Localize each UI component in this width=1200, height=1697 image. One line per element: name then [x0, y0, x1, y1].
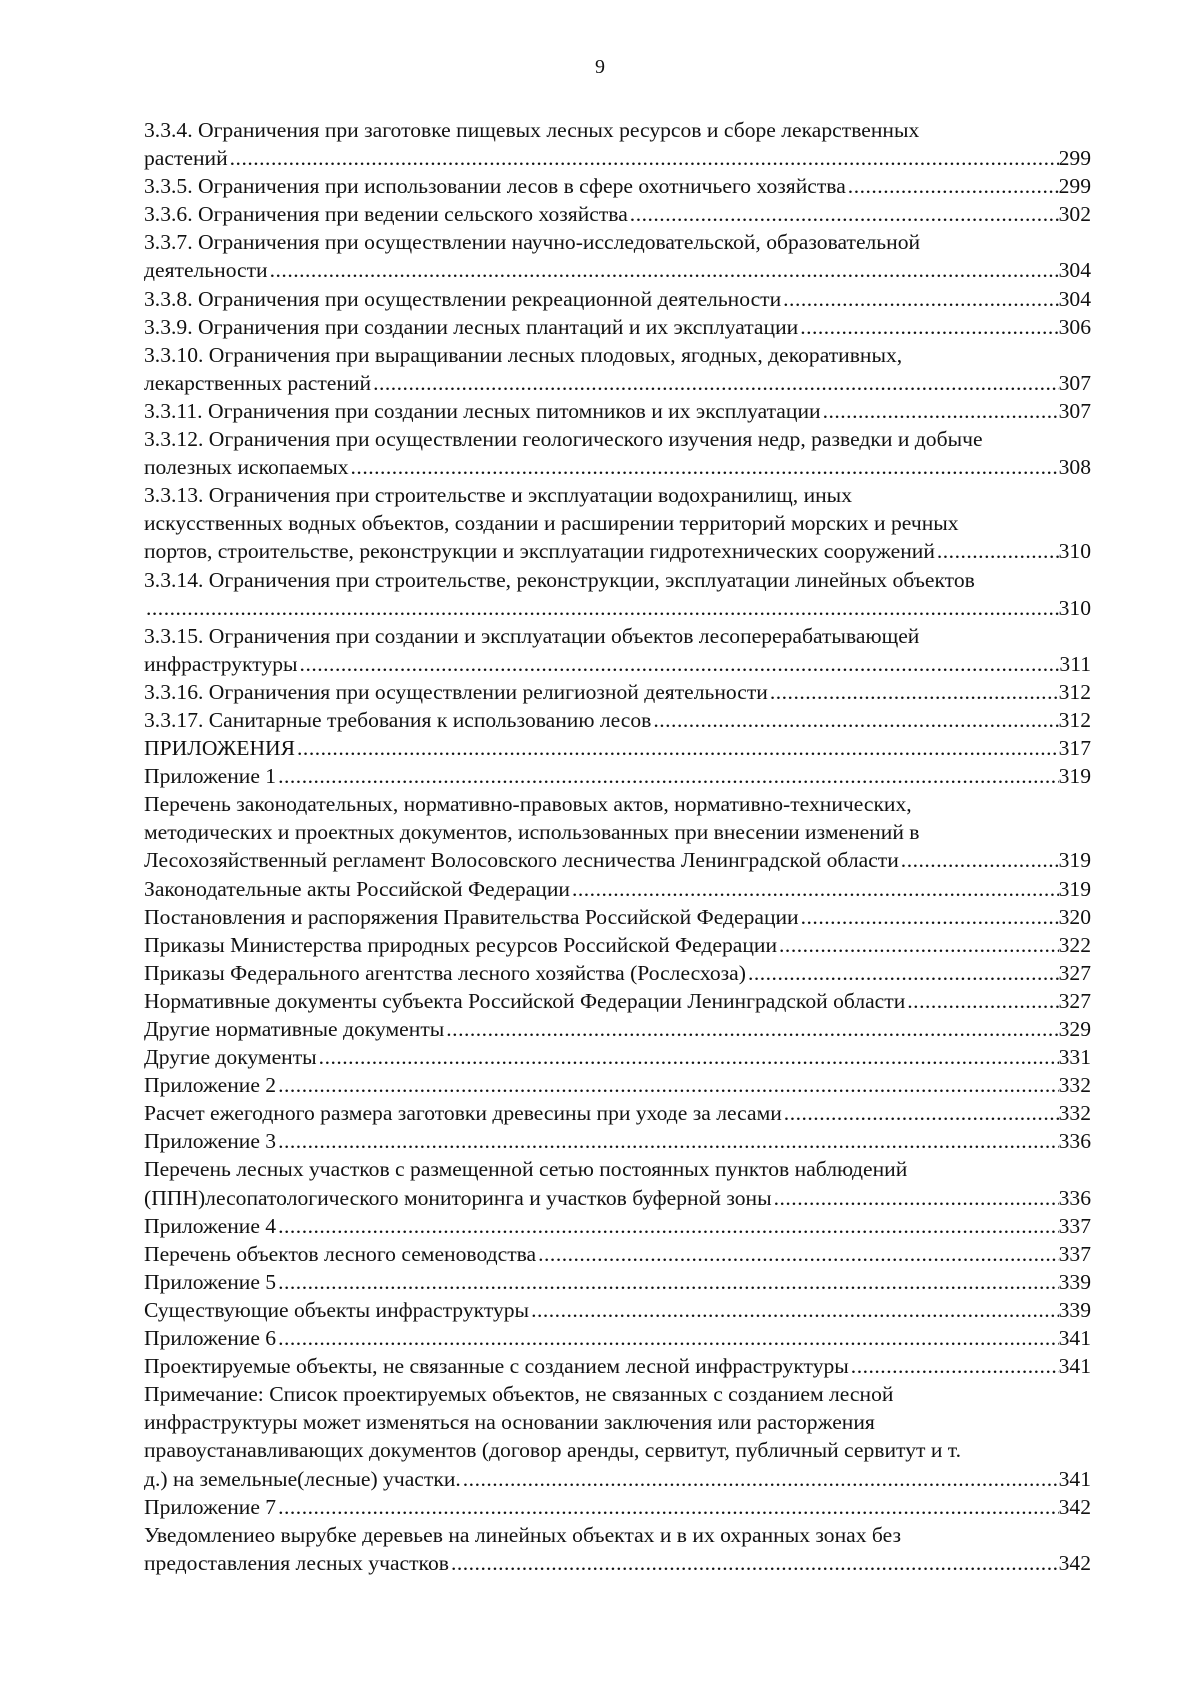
- toc-entry-title: полезных ископаемых: [144, 455, 349, 480]
- dot-leader: [935, 537, 1059, 565]
- toc-entry-page-number: 317: [1058, 736, 1091, 761]
- toc-entry-title: 3.3.11. Ограничения при создании лесных питомников и их эксплуатации: [144, 398, 821, 423]
- dot-leader: [268, 256, 1059, 284]
- toc-entry-title: 3.3.16. Ограничения при осуществлении религиозной деятельности: [144, 679, 768, 704]
- dot-leader: [276, 1212, 1059, 1240]
- toc-entry-leader-line: [144, 285, 1091, 313]
- toc-entry[interactable]: [144, 200, 1091, 228]
- dot-leader: [772, 1184, 1059, 1212]
- toc-entry-title-line: 3.3.12. Ограничения при осуществлении геологического изучения недр, разведки и добыче: [144, 427, 983, 452]
- toc-entry-leader-line: [144, 1240, 1091, 1268]
- toc-entry-page-number: 342: [1058, 1550, 1091, 1575]
- toc-entry-title-line: 3.3.4. Ограничения при заготовке пищевых лесных ресурсов и сборе лекарственных: [144, 118, 920, 142]
- toc-entry-title-line: Перечень законодательных, нормативно-правовых актов, нормативно-технических,: [144, 792, 912, 817]
- toc-entry[interactable]: [144, 481, 1091, 565]
- toc-entry[interactable]: [144, 1240, 1091, 1268]
- dot-leader: [317, 1043, 1059, 1071]
- toc-entry-leader-line: [144, 846, 1091, 874]
- toc-entry[interactable]: [144, 931, 1091, 959]
- toc-entry-leader-line: [144, 313, 1091, 341]
- toc-entry-page-number: 341: [1058, 1354, 1091, 1379]
- toc-entry-page-number: 337: [1058, 1213, 1091, 1238]
- toc-entry-page-number: 332: [1058, 1073, 1091, 1098]
- dot-leader: [276, 762, 1059, 790]
- toc-entry[interactable]: [144, 341, 1091, 397]
- dot-leader: [651, 706, 1058, 734]
- toc-entry-page-number: 322: [1058, 932, 1091, 957]
- toc-entry-title: лекарственных растений: [144, 370, 372, 395]
- dot-leader: [276, 1268, 1059, 1296]
- toc-entry-title-line: искусственных водных объектов, создании и расширении территорий морских и речных: [144, 511, 959, 536]
- dot-leader: [276, 1493, 1059, 1521]
- toc-entry-title-line: 3.3.7. Ограничения при осуществлении научно-исследовательской, образовательной: [144, 230, 921, 255]
- dot-leader: [144, 594, 1059, 622]
- toc-entry-leader-line: [144, 762, 1091, 790]
- toc-entry[interactable]: [144, 172, 1091, 200]
- toc-entry[interactable]: [144, 959, 1091, 987]
- dot-leader: [449, 1549, 1059, 1577]
- toc-entry-title: Приложение 2: [144, 1073, 277, 1098]
- toc-entry[interactable]: [144, 1127, 1091, 1155]
- toc-entry-page-number: 320: [1058, 904, 1091, 929]
- toc-entry-leader-line: [144, 678, 1091, 706]
- toc-entry-title: Приложение 7: [144, 1494, 277, 1519]
- toc-entry-page-number: 310: [1058, 595, 1091, 620]
- dot-leader: [768, 678, 1059, 706]
- toc-entry[interactable]: [144, 425, 1091, 481]
- toc-entry[interactable]: [144, 228, 1091, 284]
- toc-entry-title: 3.3.8. Ограничения при осуществлении рекреационной деятельности: [144, 286, 782, 311]
- toc-entry-title: Законодательные акты Российской Федерации: [144, 876, 570, 901]
- toc-entry-title: Нормативные документы субъекта Российской Федерации Ленинградской области: [144, 988, 906, 1013]
- toc-entry-page-number: 319: [1058, 876, 1091, 901]
- toc-entry-leader-line: [144, 172, 1091, 200]
- dot-leader: [849, 1352, 1059, 1380]
- dot-leader: [821, 397, 1059, 425]
- toc-entry-title: инфраструктуры: [144, 651, 298, 676]
- toc-entry-page-number: 306: [1058, 314, 1091, 339]
- toc-entry-leader-line: [144, 734, 1091, 762]
- toc-entry-leader-line: [144, 594, 1091, 622]
- toc-entry-title: 3.3.5. Ограничения при использовании лесов в сфере охотничьего хозяйства: [144, 174, 846, 199]
- toc-entry-title-line: 3.3.15. Ограничения при создании и эксплуатации объектов лесоперерабатывающей: [144, 623, 920, 648]
- toc-entry[interactable]: [144, 1380, 1091, 1492]
- toc-entry[interactable]: [144, 566, 1091, 622]
- toc-entry-title-line: Перечень лесных участков с размещенной сетью постоянных пунктов наблюдений: [144, 1157, 908, 1182]
- toc-entry[interactable]: [144, 622, 1091, 678]
- dot-leader: [295, 734, 1059, 762]
- toc-entry[interactable]: [144, 1352, 1091, 1380]
- toc-entry-title: (ППН)лесопатологического мониторинга и участков буферной зоны: [144, 1185, 772, 1210]
- toc-entry-leader-line: [144, 1324, 1091, 1352]
- toc-entry-title: Проектируемые объекты, не связанные с созданием лесной инфраструктуры: [144, 1354, 849, 1379]
- toc-entry-leader-line: [144, 256, 1091, 284]
- toc-entry-leader-line: [144, 1212, 1091, 1240]
- toc-entry-title: Приложение 1: [144, 764, 277, 789]
- dot-leader: [276, 1324, 1059, 1352]
- toc-entry[interactable]: [144, 1268, 1091, 1296]
- toc-entry-leader-line: [144, 200, 1091, 228]
- toc-entry-title: портов, строительстве, реконструкции и эксплуатации гидротехнических сооружений: [144, 539, 935, 564]
- toc-entry[interactable]: [144, 875, 1091, 903]
- dot-leader: [746, 959, 1059, 987]
- toc-entry-page-number: 319: [1058, 848, 1091, 873]
- toc-entry-page-number: 327: [1058, 960, 1091, 985]
- dot-leader: [799, 903, 1059, 931]
- toc-entry-title: Приложение 6: [144, 1326, 277, 1351]
- toc-entry-title: Приказы Федерального агентства лесного хозяйства (Рослесхоза): [144, 960, 746, 985]
- dot-leader: [444, 1015, 1058, 1043]
- toc-entry-page-number: 299: [1058, 146, 1091, 171]
- toc-entry-title: 3.3.17. Санитарные требования к использованию лесов: [144, 707, 652, 732]
- toc-entry[interactable]: [144, 1155, 1091, 1211]
- toc-entry-page-number: 302: [1058, 202, 1091, 227]
- page-number: 9: [595, 56, 605, 78]
- table-of-contents: [144, 116, 1091, 1577]
- dot-leader: [777, 931, 1059, 959]
- toc-entry-leader-line: [144, 1127, 1091, 1155]
- dot-leader: [276, 1071, 1059, 1099]
- toc-entry-title: ПРИЛОЖЕНИЯ: [144, 736, 296, 761]
- toc-entry-title: Приложение 3: [144, 1129, 277, 1154]
- dot-leader: [899, 846, 1059, 874]
- toc-entry[interactable]: [144, 678, 1091, 706]
- toc-entry-leader-line: [144, 537, 1091, 565]
- toc-entry[interactable]: [144, 903, 1091, 931]
- toc-entry-title: Лесохозяйственный регламент Волосовского лесничества Ленинградской области: [144, 848, 899, 873]
- toc-entry[interactable]: [144, 1212, 1091, 1240]
- toc-entry-page-number: 311: [1059, 651, 1091, 676]
- toc-entry-leader-line: [144, 397, 1091, 425]
- toc-entry-title: Существующие объекты инфраструктуры: [144, 1297, 530, 1322]
- dot-leader: [798, 313, 1058, 341]
- dot-leader: [782, 1099, 1059, 1127]
- toc-entry-page-number: 312: [1058, 707, 1091, 732]
- dot-leader: [529, 1296, 1059, 1324]
- toc-entry-leader-line: [144, 1015, 1091, 1043]
- toc-entry[interactable]: [144, 1043, 1091, 1071]
- toc-entry[interactable]: [144, 987, 1091, 1015]
- toc-entry-title: Другие документы: [144, 1045, 317, 1070]
- toc-entry-page-number: 336: [1058, 1129, 1091, 1154]
- toc-entry-page-number: 341: [1058, 1466, 1091, 1491]
- toc-entry-title: Постановления и распоряжения Правительства Российской Федерации: [144, 904, 799, 929]
- toc-entry-leader-line: [144, 987, 1091, 1015]
- toc-entry-leader-line: [144, 1268, 1091, 1296]
- toc-entry-page-number: 336: [1058, 1185, 1091, 1210]
- toc-entry-leader-line: [144, 1465, 1091, 1493]
- toc-entry-title: 3.3.6. Ограничения при ведении сельского хозяйства: [144, 202, 628, 227]
- toc-entry-leader-line: [144, 1549, 1091, 1577]
- toc-entry[interactable]: [144, 1296, 1091, 1324]
- toc-entry[interactable]: [144, 1324, 1091, 1352]
- toc-entry-title: Перечень объектов лесного семеноводства: [144, 1241, 537, 1266]
- toc-entry-leader-line: [144, 1071, 1091, 1099]
- toc-entry[interactable]: [144, 285, 1091, 313]
- toc-entry[interactable]: [144, 1071, 1091, 1099]
- toc-entry-title: д.) на земельные(лесные) участки.: [144, 1466, 461, 1491]
- toc-entry-title: предоставления лесных участков: [144, 1550, 449, 1575]
- toc-entry[interactable]: [144, 397, 1091, 425]
- toc-entry-title: Приложение 5: [144, 1269, 277, 1294]
- toc-entry-page-number: 339: [1058, 1297, 1091, 1322]
- toc-entry-page-number: 312: [1058, 679, 1091, 704]
- toc-entry-title-line: 3.3.13. Ограничения при строительстве и эксплуатации водохранилищ, иных: [144, 483, 852, 508]
- toc-entry[interactable]: [144, 1015, 1091, 1043]
- toc-entry-leader-line: [144, 144, 1091, 172]
- toc-entry[interactable]: [144, 790, 1091, 874]
- toc-entry-leader-line: [144, 1493, 1091, 1521]
- dot-leader: [228, 144, 1059, 172]
- toc-entry-title-line: 3.3.14. Ограничения при строительстве, реконструкции, эксплуатации линейных объектов: [144, 567, 975, 592]
- toc-entry-title-line: методических и проектных документов, использованных при внесении изменений в: [144, 820, 920, 845]
- toc-entry-page-number: 337: [1058, 1241, 1091, 1266]
- toc-entry-leader-line: [144, 1184, 1091, 1212]
- toc-entry-page-number: 331: [1058, 1045, 1091, 1070]
- toc-entry-leader-line: [144, 875, 1091, 903]
- toc-entry-page-number: 342: [1058, 1494, 1091, 1519]
- toc-entry-page-number: 307: [1058, 370, 1091, 395]
- dot-leader: [461, 1465, 1059, 1493]
- toc-entry-page-number: 332: [1058, 1101, 1091, 1126]
- toc-entry-title: деятельности: [144, 258, 268, 283]
- toc-entry-page-number: 327: [1058, 988, 1091, 1013]
- toc-entry-page-number: 329: [1058, 1017, 1091, 1041]
- toc-entry[interactable]: [144, 1099, 1091, 1127]
- toc-entry-page-number: 310: [1058, 539, 1091, 564]
- toc-entry-title-line: Примечание: Список проектируемых объектов, не связанных с созданием лесной: [144, 1382, 894, 1407]
- toc-entry-page-number: 304: [1058, 258, 1091, 283]
- toc-entry-title-line: Уведомлениео вырубке деревьев на линейных объектах и в их охранных зонах без: [144, 1522, 902, 1547]
- toc-entry-leader-line: [144, 931, 1091, 959]
- toc-entry-leader-line: [144, 1099, 1091, 1127]
- toc-entry-leader-line: [144, 1352, 1091, 1380]
- dot-leader: [349, 453, 1059, 481]
- toc-entry-leader-line: [144, 1043, 1091, 1071]
- dot-leader: [570, 875, 1059, 903]
- dot-leader: [276, 1127, 1059, 1155]
- toc-entry-title-line: инфраструктуры может изменяться на основании заключения или расторжения: [144, 1410, 875, 1435]
- dot-leader: [905, 987, 1058, 1015]
- toc-entry[interactable]: [144, 762, 1091, 790]
- toc-entry[interactable]: [144, 706, 1091, 734]
- toc-entry-page-number: 341: [1058, 1326, 1091, 1351]
- toc-entry-title: Другие нормативные документы: [144, 1017, 445, 1041]
- toc-entry-leader-line: [144, 959, 1091, 987]
- toc-entry-title: растений: [144, 146, 228, 171]
- toc-entry-title: Приложение 4: [144, 1213, 277, 1238]
- toc-entry-page-number: 319: [1058, 764, 1091, 789]
- toc-entry[interactable]: [144, 1521, 1091, 1577]
- toc-entry-leader-line: [144, 1296, 1091, 1324]
- toc-entry-page-number: 299: [1058, 174, 1091, 199]
- toc-entry-page-number: 307: [1058, 398, 1091, 423]
- toc-entry-title: Расчет ежегодного размера заготовки древесины при уходе за лесами: [144, 1101, 782, 1126]
- toc-entry[interactable]: [144, 1493, 1091, 1521]
- toc-entry-title: Приказы Министерства природных ресурсов Российской Федерации: [144, 932, 778, 957]
- toc-entry-leader-line: [144, 903, 1091, 931]
- dot-leader: [628, 200, 1059, 228]
- toc-entry-page-number: 304: [1058, 286, 1091, 311]
- toc-entry[interactable]: [144, 116, 1091, 172]
- toc-entry-leader-line: [144, 453, 1091, 481]
- dot-leader: [536, 1240, 1058, 1268]
- toc-entry[interactable]: [144, 734, 1091, 762]
- toc-entry-page-number: 308: [1058, 455, 1091, 480]
- toc-entry[interactable]: [144, 313, 1091, 341]
- dot-leader: [371, 369, 1059, 397]
- dot-leader: [781, 285, 1058, 313]
- toc-entry-title-line: правоустанавливающих документов (договор аренды, сервитут, публичный сервитут и т.: [144, 1438, 961, 1463]
- dot-leader: [298, 650, 1060, 678]
- toc-entry-title: 3.3.9. Ограничения при создании лесных плантаций и их эксплуатации: [144, 314, 799, 339]
- toc-entry-leader-line: [144, 369, 1091, 397]
- toc-entry-title-line: 3.3.10. Ограничения при выращивании лесных плодовых, ягодных, декоративных,: [144, 342, 903, 367]
- toc-entry-page-number: 339: [1058, 1269, 1091, 1294]
- toc-entry-leader-line: [144, 706, 1091, 734]
- toc-entry-leader-line: [144, 650, 1091, 678]
- dot-leader: [846, 172, 1059, 200]
